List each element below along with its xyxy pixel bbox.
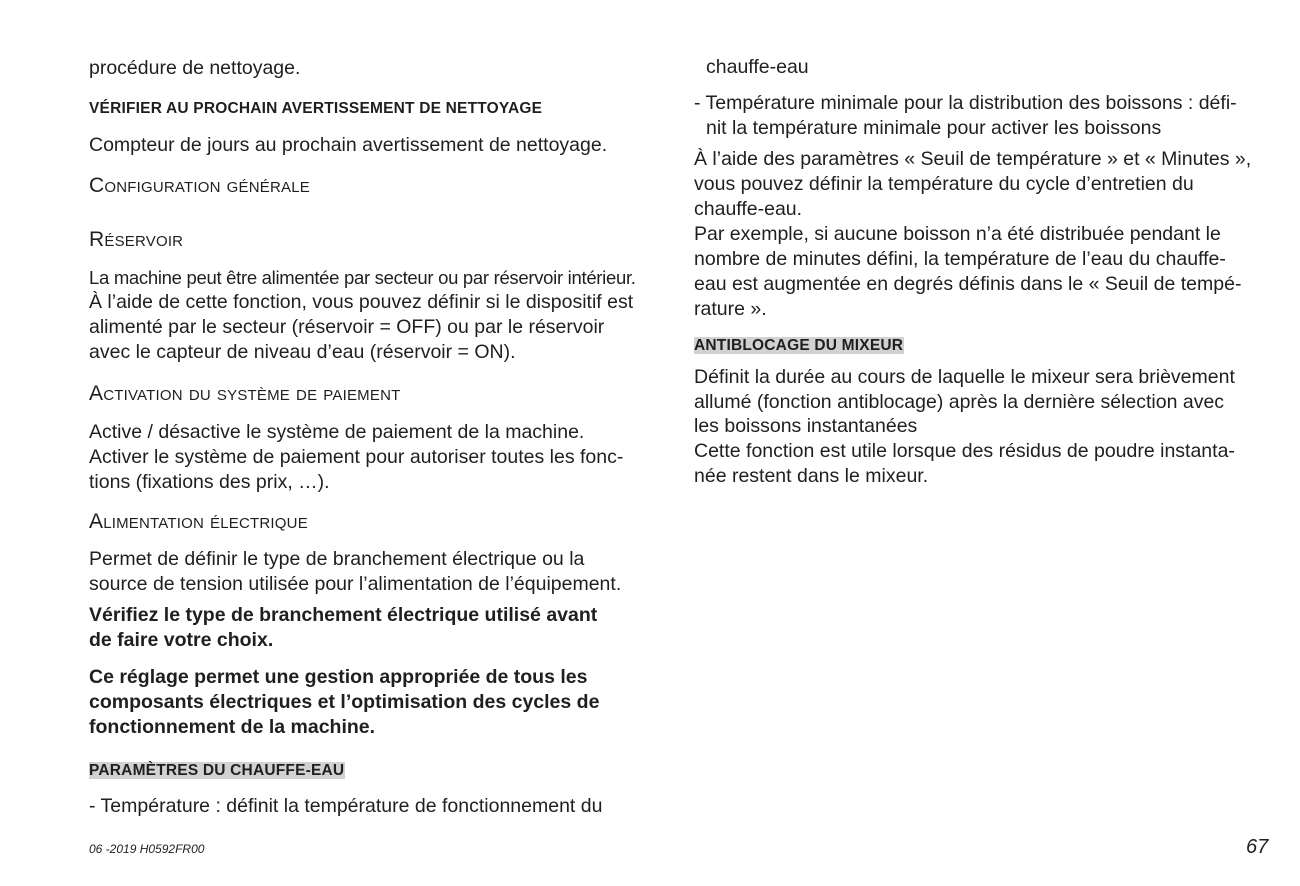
seuil-line-1: À l’aide des paramètres « Seuil de température » et « Minutes », [694,148,1252,170]
paragraph-continuation: procédure de nettoyage. [89,57,301,79]
anti-line-1: Définit la durée au cours de laquelle le mixeur sera brièvement [694,366,1235,388]
heading-alimentation: Alimentation électrique [89,510,308,533]
chauffe-eau-continuation: chauffe-eau [706,56,809,78]
paragraph-compteur: Compteur de jours au prochain avertissement de nettoyage. [89,134,608,156]
alim-line-1: Permet de définir le type de branchement électrique ou la [89,548,585,570]
heading-reservoir: Réservoir [89,228,184,251]
seuil-line-2: vous pouvez définir la température du cycle d’entretien du [694,173,1194,195]
alim-line-2: source de tension utilisée pour l’alimentation de l’équipement. [89,573,622,595]
tmin-line-2: nit la température minimale pour activer les boissons [706,117,1162,139]
paiement-line-2: Activer le système de paiement pour autoriser toutes les fonc- [89,446,624,468]
paiement-line-1: Active / désactive le système de paiement de la machine. [89,421,585,443]
page-number: 67 [1246,836,1269,858]
reservoir-line-3: alimenté par le secteur (réservoir = OFF) ou par le réservoir [89,316,605,338]
anti-line-4: Cette fonction est utile lorsque des résidus de poudre instanta- [694,440,1235,462]
anti-line-2: allumé (fonction antiblocage) après la dernière sélection avec [694,391,1225,413]
warning-line-2: de faire votre choix. [89,629,274,651]
seuil-line-7: rature ». [694,298,767,320]
heading-antiblocage [694,335,904,357]
seuil-line-5: nombre de minutes défini, la température de l’eau du chauffe- [694,248,1226,270]
reservoir-line-2: À l’aide de cette fonction, vous pouvez définir si le dispositif est [89,291,634,313]
warning-line-1: Vérifiez le type de branchement électrique utilisé avant [89,604,598,626]
heading-chauffe-eau-text: PARAMÈTRES DU CHAUFFE-EAU [89,762,345,779]
note-line-2: composants électriques et l’optimisation des cycles de [89,691,600,713]
heading-verifier: VÉRIFIER AU PROCHAIN AVERTISSEMENT DE NETTOYAGE [89,100,543,117]
temperature-line: - Température : définit la température de fonctionnement du [89,795,603,817]
seuil-line-6: eau est augmentée en degrés définis dans le « Seuil de tempé- [694,273,1242,295]
paiement-line-3: tions (fixations des prix, …). [89,471,330,493]
note-line-3: fonctionnement de la machine. [89,716,376,738]
heading-paiement: Activation du système de paiement [89,382,401,405]
anti-line-5: née restent dans le mixeur. [694,465,929,487]
anti-line-3: les boissons instantanées [694,415,918,437]
heading-antiblocage-text: ANTIBLOCAGE DU MIXEUR [694,337,904,354]
tmin-line-1: - Température minimale pour la distribution des boissons : défi- [694,92,1237,114]
note-line-1: Ce réglage permet une gestion appropriée de tous les [89,666,588,688]
reservoir-line-1: La machine peut être alimentée par secteur ou par réservoir intérieur. [89,267,636,288]
document-reference: 06 -2019 H0592FR00 [89,842,205,856]
heading-chauffe-eau [89,760,345,782]
reservoir-line-4: avec le capteur de niveau d’eau (réservoir = ON). [89,341,516,363]
heading-configuration: Configuration générale [89,174,310,197]
seuil-line-3: chauffe-eau. [694,198,803,220]
seuil-line-4: Par exemple, si aucune boisson n’a été distribuée pendant le [694,223,1221,245]
